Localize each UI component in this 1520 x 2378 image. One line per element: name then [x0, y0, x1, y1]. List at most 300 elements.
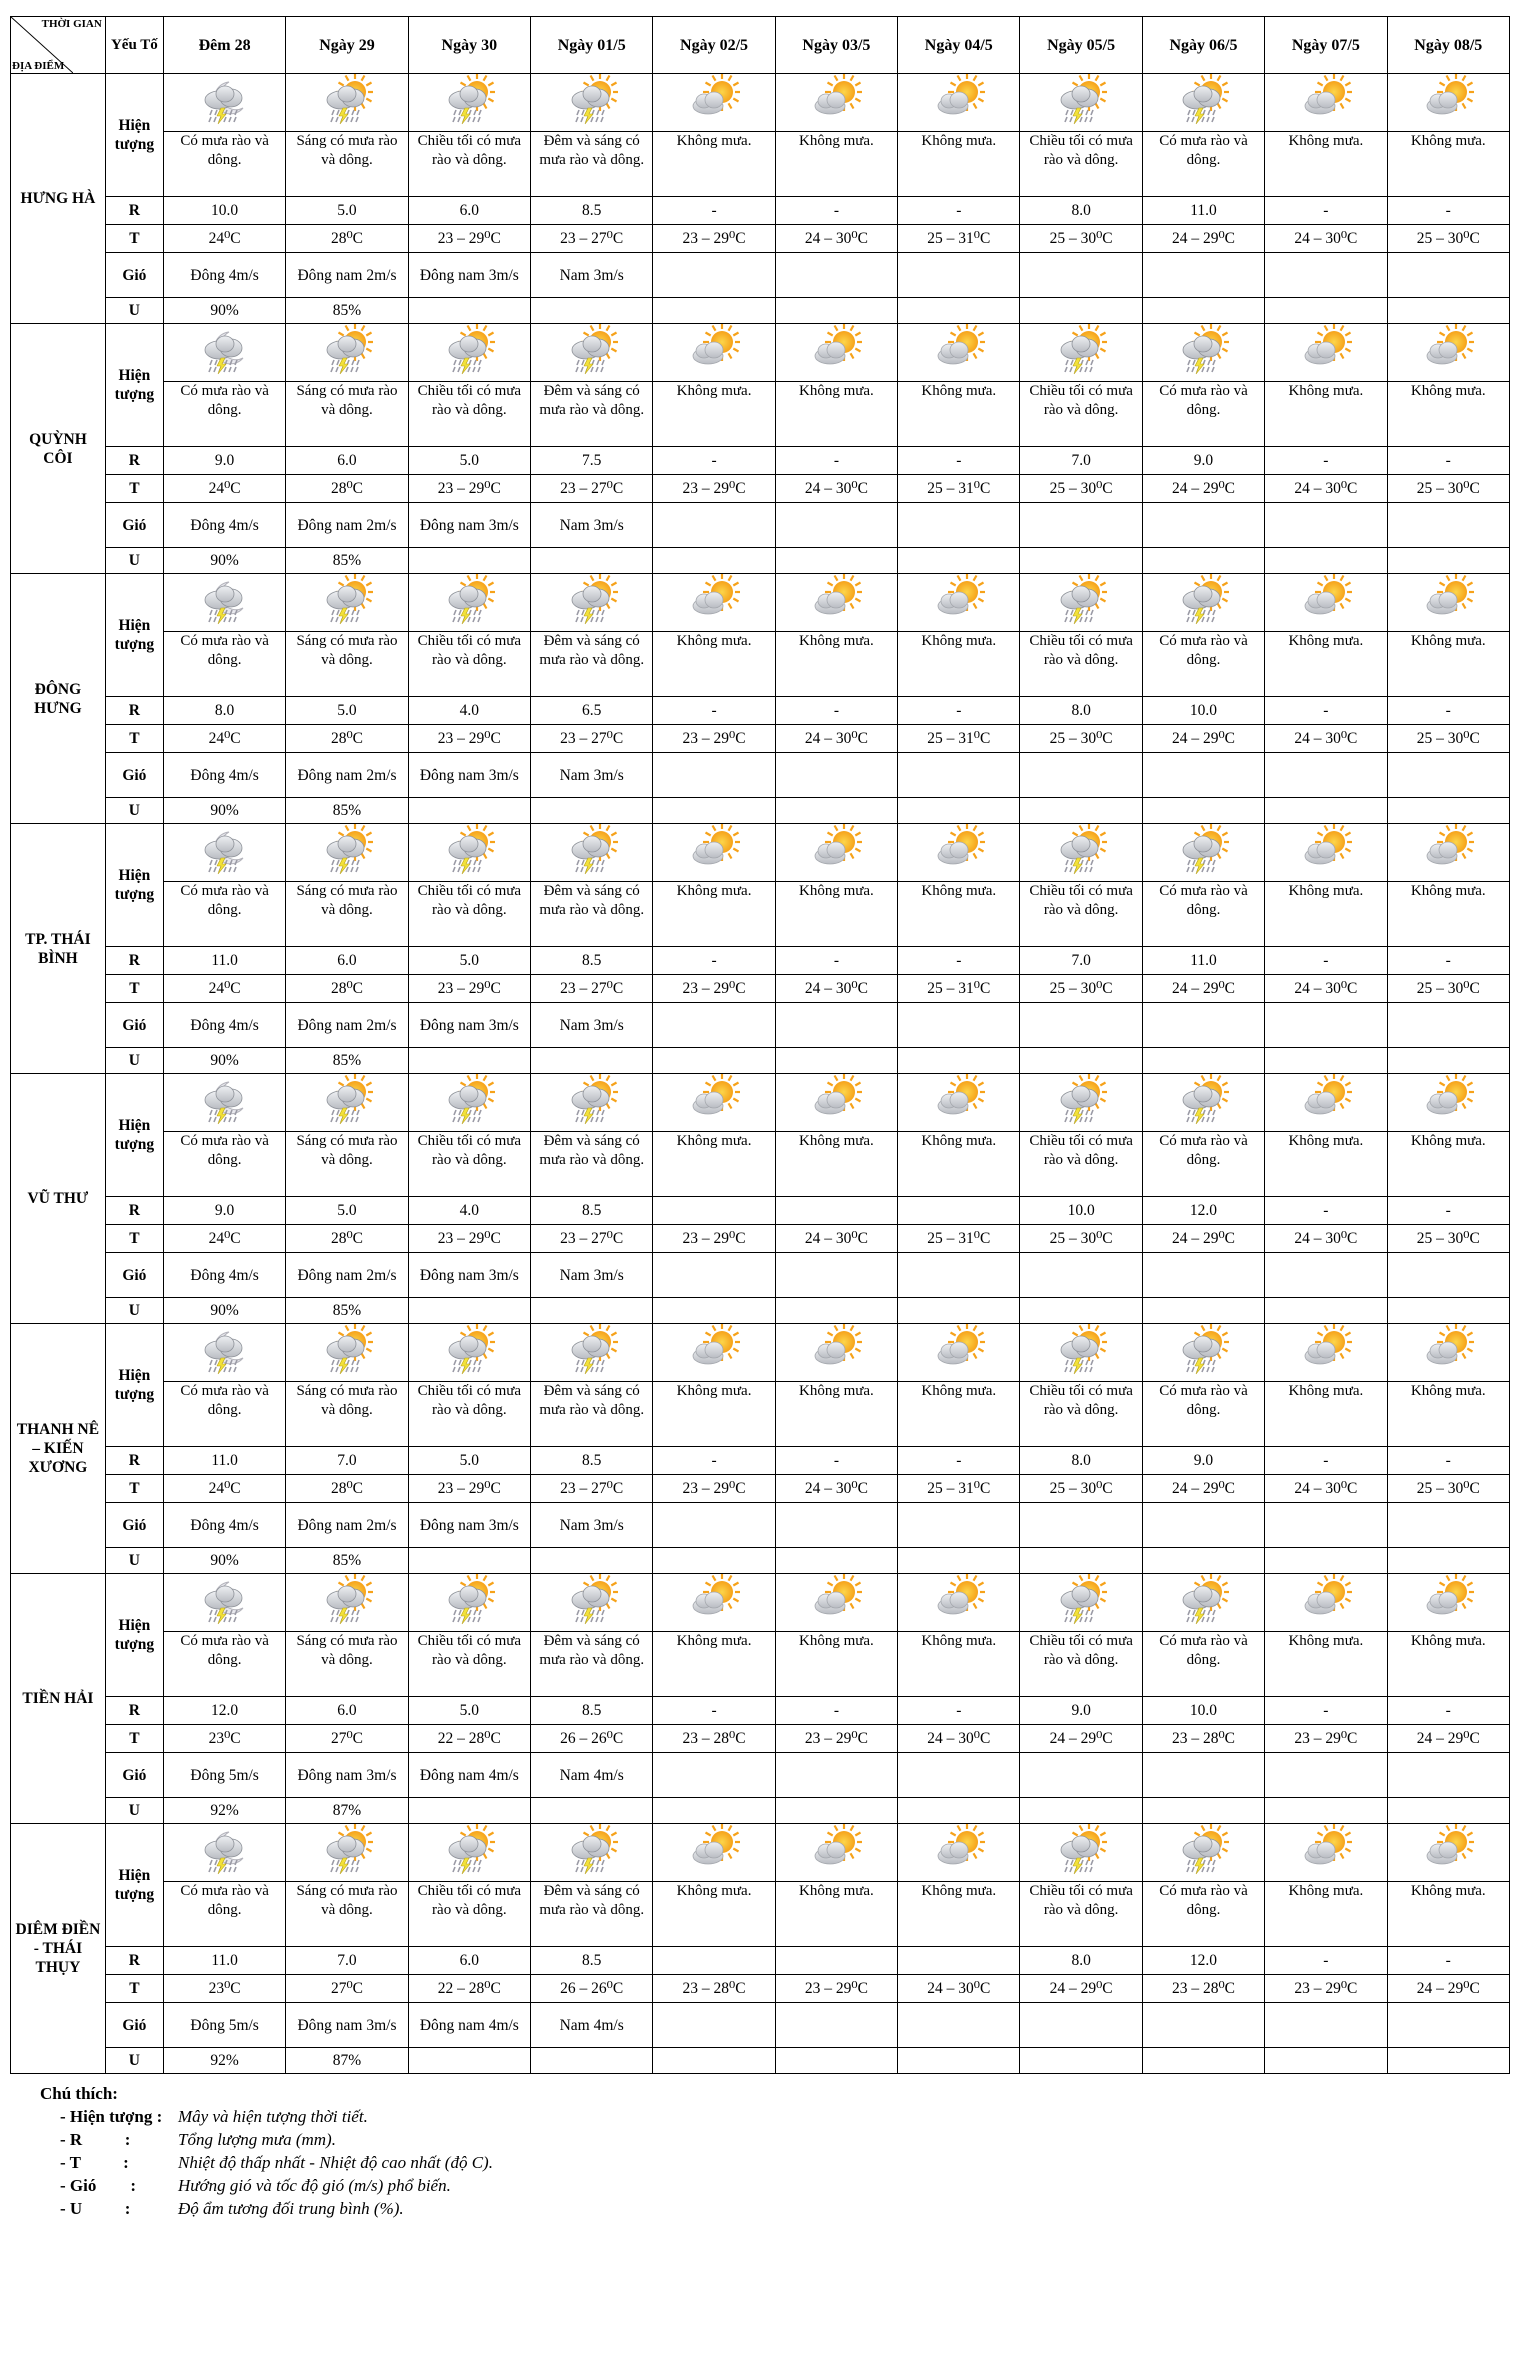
temp-cell: 27⁰C — [286, 1975, 408, 2003]
weather-icon-cell — [898, 824, 1020, 882]
location-4-row-desc — [11, 1132, 1510, 1197]
weather-icon-cell — [1142, 74, 1264, 132]
humidity-cell — [1142, 798, 1264, 824]
desc-cell: Chiều tối có mưa rào và dông. — [1020, 1132, 1142, 1197]
wind-cell — [1142, 753, 1264, 798]
temp-cell: 24 – 30⁰C — [775, 475, 897, 503]
weather-icon-cell — [1142, 1324, 1264, 1382]
humidity-cell: 87% — [286, 2048, 408, 2074]
rain-cell — [653, 1197, 775, 1225]
temp-cell: 24 – 29⁰C — [1142, 1225, 1264, 1253]
location-2-row-icon — [11, 574, 1510, 632]
row-label-icon: Hiện tượng — [105, 574, 163, 697]
sun-cloud-icon — [1422, 1824, 1474, 1876]
wind-cell: Đông 4m/s — [163, 753, 285, 798]
temp-cell: 24⁰C — [163, 225, 285, 253]
rain-cell — [775, 1947, 897, 1975]
rain-cell: 12.0 — [1142, 1947, 1264, 1975]
location-0-row-icon — [11, 74, 1510, 132]
temp-cell: 28⁰C — [286, 975, 408, 1003]
weather-icon-cell — [1020, 1824, 1142, 1882]
desc-cell: Có mưa rào và dông. — [163, 1882, 285, 1947]
wind-cell — [1387, 1753, 1509, 1798]
location-4-row-temp — [11, 1225, 1510, 1253]
temp-cell: 23 – 27⁰C — [531, 1475, 653, 1503]
location-3-row-desc — [11, 882, 1510, 947]
wind-cell: Nam 3m/s — [531, 1503, 653, 1548]
desc-cell: Không mưa. — [775, 1882, 897, 1947]
desc-cell: Có mưa rào và dông. — [1142, 1132, 1264, 1197]
weather-icon-cell — [653, 1074, 775, 1132]
location-name: TIỀN HẢI — [11, 1574, 106, 1824]
weather-icon-cell — [1387, 1574, 1509, 1632]
temp-cell: 24 – 30⁰C — [1265, 1225, 1387, 1253]
humidity-cell: 85% — [286, 1048, 408, 1074]
rain-cell: 11.0 — [163, 1447, 285, 1475]
location-name: TP. THÁI BÌNH — [11, 824, 106, 1074]
weather-icon-cell — [286, 1324, 408, 1382]
wind-cell — [1142, 1003, 1264, 1048]
humidity-cell — [1387, 1798, 1509, 1824]
humidity-cell — [775, 2048, 897, 2074]
weather-icon-cell — [775, 324, 897, 382]
humidity-cell — [775, 1298, 897, 1324]
wind-cell — [1142, 2003, 1264, 2048]
weather-icon-cell — [1265, 74, 1387, 132]
weather-icon-cell — [1387, 824, 1509, 882]
humidity-cell — [531, 2048, 653, 2074]
wind-cell — [898, 2003, 1020, 2048]
row-label-rain: R — [105, 1447, 163, 1475]
wind-cell: Đông nam 3m/s — [408, 503, 530, 548]
humidity-cell — [653, 1048, 775, 1074]
rain-cell: 8.5 — [531, 1447, 653, 1475]
temp-cell: 24 – 30⁰C — [1265, 725, 1387, 753]
forecast-document — [10, 16, 1510, 2220]
legend-item — [50, 2105, 1510, 2128]
desc-cell: Không mưa. — [775, 1382, 897, 1447]
desc-cell: Chiều tối có mưa rào và dông. — [1020, 132, 1142, 197]
wind-cell: Đông nam 3m/s — [286, 2003, 408, 2048]
desc-cell: Có mưa rào và dông. — [163, 1632, 285, 1697]
rain-cell: 7.0 — [286, 1447, 408, 1475]
sun-cloud-storm-icon — [321, 824, 373, 876]
humidity-cell: 90% — [163, 548, 285, 574]
sun-cloud-icon — [688, 574, 740, 626]
wind-cell: Đông nam 2m/s — [286, 753, 408, 798]
row-label-temp: T — [105, 1975, 163, 2003]
wind-cell — [1265, 1503, 1387, 1548]
location-3-row-temp — [11, 975, 1510, 1003]
wind-cell: Đông 4m/s — [163, 253, 285, 298]
desc-cell: Chiều tối có mưa rào và dông. — [1020, 882, 1142, 947]
temp-cell: 24 – 30⁰C — [898, 1725, 1020, 1753]
humidity-cell — [531, 1298, 653, 1324]
temp-cell: 24 – 30⁰C — [1265, 475, 1387, 503]
rain-cell: - — [1387, 1697, 1509, 1725]
temp-cell: 23 – 28⁰C — [653, 1725, 775, 1753]
temp-cell: 25 – 30⁰C — [1387, 725, 1509, 753]
location-2-row-humidity — [11, 798, 1510, 824]
legend-item — [50, 2197, 1510, 2220]
temp-cell: 23 – 27⁰C — [531, 975, 653, 1003]
humidity-cell — [1142, 1798, 1264, 1824]
desc-cell: Có mưa rào và dông. — [163, 632, 285, 697]
rain-cell: - — [1265, 1697, 1387, 1725]
weather-icon-cell — [163, 1324, 285, 1382]
sun-cloud-icon — [810, 324, 862, 376]
sun-cloud-icon — [688, 1074, 740, 1126]
weather-icon-cell — [1142, 574, 1264, 632]
desc-cell: Không mưa. — [1265, 1382, 1387, 1447]
sun-cloud-icon — [810, 1824, 862, 1876]
wind-cell: Đông nam 3m/s — [408, 1503, 530, 1548]
desc-cell: Sáng có mưa rào và dông. — [286, 882, 408, 947]
desc-cell: Không mưa. — [898, 132, 1020, 197]
humidity-cell — [1020, 298, 1142, 324]
temp-cell: 23 – 29⁰C — [653, 1475, 775, 1503]
temp-cell: 23⁰C — [163, 1975, 285, 2003]
rain-cell: 8.5 — [531, 1697, 653, 1725]
weather-icon-cell — [1265, 1074, 1387, 1132]
legend-key: - T : — [60, 2153, 129, 2172]
wind-cell: Đông 5m/s — [163, 2003, 285, 2048]
desc-cell: Không mưa. — [653, 1632, 775, 1697]
desc-cell: Không mưa. — [775, 382, 897, 447]
sun-cloud-storm-icon — [443, 324, 495, 376]
humidity-cell — [1142, 298, 1264, 324]
wind-cell — [1265, 753, 1387, 798]
temp-cell: 23 – 29⁰C — [1265, 1975, 1387, 2003]
weather-icon-cell — [531, 74, 653, 132]
weather-icon-cell — [1387, 1324, 1509, 1382]
desc-cell: Không mưa. — [1387, 1882, 1509, 1947]
wind-cell — [1387, 2003, 1509, 2048]
legend-key: - Gió : — [60, 2176, 137, 2195]
wind-cell: Đông 4m/s — [163, 1503, 285, 1548]
temp-cell: 28⁰C — [286, 475, 408, 503]
weather-icon-cell — [1142, 1074, 1264, 1132]
column-header-6: Ngày 04/5 — [898, 17, 1020, 74]
sun-cloud-icon — [1300, 824, 1352, 876]
weather-icon-cell — [653, 324, 775, 382]
humidity-cell — [1387, 1548, 1509, 1574]
wind-cell — [898, 753, 1020, 798]
legend-item — [50, 2151, 1510, 2174]
humidity-cell — [653, 298, 775, 324]
row-label-humidity: U — [105, 798, 163, 824]
wind-cell — [1142, 1253, 1264, 1298]
wind-cell: Đông nam 4m/s — [408, 1753, 530, 1798]
weather-icon-cell — [1265, 324, 1387, 382]
legend-value: Tổng lượng mưa (mm). — [178, 2130, 336, 2149]
row-label-humidity: U — [105, 1548, 163, 1574]
wind-cell — [775, 503, 897, 548]
humidity-cell — [775, 298, 897, 324]
temp-cell: 25 – 31⁰C — [898, 475, 1020, 503]
sun-cloud-storm-icon — [1055, 1324, 1107, 1376]
desc-cell: Không mưa. — [1387, 1632, 1509, 1697]
legend-item — [50, 2128, 1510, 2151]
desc-cell: Không mưa. — [1387, 1132, 1509, 1197]
humidity-cell — [1142, 1048, 1264, 1074]
wind-cell: Đông nam 4m/s — [408, 2003, 530, 2048]
wind-cell: Đông nam 3m/s — [286, 1753, 408, 1798]
weather-icon-cell — [653, 1324, 775, 1382]
rain-cell: - — [1265, 197, 1387, 225]
weather-icon-cell — [1387, 324, 1509, 382]
rain-cell: - — [898, 1697, 1020, 1725]
sun-cloud-icon — [1422, 574, 1474, 626]
temp-cell: 24⁰C — [163, 475, 285, 503]
weather-icon-cell — [163, 74, 285, 132]
weather-icon-cell — [898, 324, 1020, 382]
wind-cell — [898, 1503, 1020, 1548]
desc-cell: Không mưa. — [653, 132, 775, 197]
wind-cell — [653, 1253, 775, 1298]
wind-cell — [653, 753, 775, 798]
humidity-cell — [531, 1798, 653, 1824]
rain-cell: 7.0 — [286, 1947, 408, 1975]
temp-cell: 23 – 29⁰C — [775, 1725, 897, 1753]
weather-icon-cell — [898, 1574, 1020, 1632]
column-header-8: Ngày 06/5 — [1142, 17, 1264, 74]
rain-cell: - — [653, 697, 775, 725]
sun-cloud-storm-icon — [566, 74, 618, 126]
sun-cloud-icon — [933, 74, 985, 126]
row-label-rain: R — [105, 947, 163, 975]
column-header-9: Ngày 07/5 — [1265, 17, 1387, 74]
sun-cloud-storm-icon — [566, 824, 618, 876]
humidity-cell: 85% — [286, 798, 408, 824]
row-label-wind: Gió — [105, 1503, 163, 1548]
location-3-row-wind — [11, 1003, 1510, 1048]
header-row — [11, 17, 1510, 74]
rain-cell: - — [775, 947, 897, 975]
wind-cell — [775, 1753, 897, 1798]
temp-cell: 28⁰C — [286, 1225, 408, 1253]
rain-cell: 9.0 — [1142, 447, 1264, 475]
location-6-row-wind — [11, 1753, 1510, 1798]
desc-cell: Chiều tối có mưa rào và dông. — [1020, 1882, 1142, 1947]
wind-cell — [1265, 1003, 1387, 1048]
sun-cloud-storm-icon — [321, 1824, 373, 1876]
wind-cell — [775, 1003, 897, 1048]
desc-cell: Không mưa. — [653, 632, 775, 697]
humidity-cell — [898, 1298, 1020, 1324]
temp-cell: 25 – 30⁰C — [1020, 1475, 1142, 1503]
location-2-row-rain — [11, 697, 1510, 725]
sun-cloud-icon — [933, 574, 985, 626]
weather-icon-cell — [286, 1574, 408, 1632]
location-0-row-rain — [11, 197, 1510, 225]
temp-cell: 23 – 29⁰C — [653, 975, 775, 1003]
temp-cell: 26 – 26⁰C — [531, 1725, 653, 1753]
desc-cell: Không mưa. — [1265, 632, 1387, 697]
sun-cloud-icon — [933, 1824, 985, 1876]
wind-cell: Đông nam 3m/s — [408, 753, 530, 798]
weather-icon-cell — [1387, 1074, 1509, 1132]
sun-cloud-storm-icon — [566, 574, 618, 626]
wind-cell: Đông nam 2m/s — [286, 1003, 408, 1048]
location-6-row-temp — [11, 1725, 1510, 1753]
humidity-cell — [1020, 798, 1142, 824]
wind-cell — [1387, 1253, 1509, 1298]
humidity-cell — [531, 1048, 653, 1074]
weather-icon-cell — [408, 574, 530, 632]
weather-icon-cell — [1142, 824, 1264, 882]
temp-cell: 23 – 29⁰C — [775, 1975, 897, 2003]
row-label-icon: Hiện tượng — [105, 74, 163, 197]
location-7-row-humidity — [11, 2048, 1510, 2074]
desc-cell: Chiều tối có mưa rào và dông. — [408, 882, 530, 947]
temp-cell: 23 – 29⁰C — [408, 475, 530, 503]
legend-key: - Hiện tượng : — [60, 2107, 163, 2126]
column-header-7: Ngày 05/5 — [1020, 17, 1142, 74]
sun-cloud-icon — [810, 74, 862, 126]
humidity-cell — [408, 298, 530, 324]
sun-cloud-icon — [688, 1574, 740, 1626]
sun-cloud-icon — [810, 574, 862, 626]
desc-cell: Chiều tối có mưa rào và dông. — [408, 1132, 530, 1197]
humidity-cell — [775, 798, 897, 824]
wind-cell — [653, 1503, 775, 1548]
desc-cell: Không mưa. — [1387, 132, 1509, 197]
column-header-4: Ngày 02/5 — [653, 17, 775, 74]
temp-cell: 24 – 30⁰C — [1265, 1475, 1387, 1503]
sun-cloud-storm-icon — [443, 1324, 495, 1376]
humidity-cell — [653, 1798, 775, 1824]
sun-cloud-storm-icon — [1177, 1324, 1229, 1376]
humidity-cell — [898, 1548, 1020, 1574]
weather-icon-cell — [408, 1074, 530, 1132]
temp-cell: 24 – 30⁰C — [898, 1975, 1020, 2003]
wind-cell — [1020, 1003, 1142, 1048]
location-5-row-temp — [11, 1475, 1510, 1503]
rain-cell — [653, 1947, 775, 1975]
desc-cell: Không mưa. — [653, 382, 775, 447]
sun-cloud-storm-icon — [1177, 1574, 1229, 1626]
weather-icon-cell — [775, 1574, 897, 1632]
temp-cell: 23 – 28⁰C — [1142, 1725, 1264, 1753]
humidity-cell — [775, 1048, 897, 1074]
weather-icon-cell — [1020, 1574, 1142, 1632]
sun-cloud-storm-icon — [1055, 74, 1107, 126]
wind-cell — [775, 1253, 897, 1298]
weather-icon-cell — [531, 1074, 653, 1132]
legend-item — [50, 2174, 1510, 2197]
row-label-humidity: U — [105, 1048, 163, 1074]
desc-cell: Đêm và sáng có mưa rào và dông. — [531, 1382, 653, 1447]
legend-value: Mây và hiện tượng thời tiết. — [178, 2107, 368, 2126]
row-label-temp: T — [105, 1475, 163, 1503]
weather-icon-cell — [286, 824, 408, 882]
rain-cell: - — [653, 1697, 775, 1725]
temp-cell: 25 – 31⁰C — [898, 225, 1020, 253]
sun-cloud-storm-icon — [321, 324, 373, 376]
rain-cell: - — [653, 1447, 775, 1475]
sun-cloud-storm-icon — [443, 574, 495, 626]
weather-icon-cell — [408, 1824, 530, 1882]
rain-cell: 11.0 — [163, 1947, 285, 1975]
temp-cell: 23 – 27⁰C — [531, 475, 653, 503]
weather-icon-cell — [286, 324, 408, 382]
temp-cell: 23 – 29⁰C — [653, 1225, 775, 1253]
temp-cell: 24 – 29⁰C — [1142, 725, 1264, 753]
row-label-wind: Gió — [105, 1003, 163, 1048]
desc-cell: Không mưa. — [898, 882, 1020, 947]
wind-cell: Đông nam 3m/s — [408, 253, 530, 298]
humidity-cell — [1020, 2048, 1142, 2074]
temp-cell: 24 – 29⁰C — [1142, 1475, 1264, 1503]
corner-cell — [11, 17, 106, 74]
temp-cell: 23 – 29⁰C — [408, 725, 530, 753]
rain-cell: 10.0 — [1142, 1697, 1264, 1725]
rain-cell: - — [1387, 1197, 1509, 1225]
location-name: QUỲNH CÔI — [11, 324, 106, 574]
rain-cell: 11.0 — [163, 947, 285, 975]
temp-cell: 23 – 27⁰C — [531, 225, 653, 253]
row-label-rain: R — [105, 1197, 163, 1225]
rain-cell: - — [1265, 1447, 1387, 1475]
weather-icon-cell — [898, 1324, 1020, 1382]
sun-cloud-storm-icon — [321, 1574, 373, 1626]
rain-cell: 5.0 — [408, 947, 530, 975]
column-header-0: Đêm 28 — [163, 17, 285, 74]
temp-cell: 24 – 29⁰C — [1142, 225, 1264, 253]
weather-icon-cell — [163, 1074, 285, 1132]
humidity-cell: 85% — [286, 1298, 408, 1324]
desc-cell: Không mưa. — [775, 1632, 897, 1697]
location-4-row-icon — [11, 1074, 1510, 1132]
desc-cell: Không mưa. — [898, 1382, 1020, 1447]
humidity-cell — [775, 548, 897, 574]
column-header-5: Ngày 03/5 — [775, 17, 897, 74]
desc-cell: Có mưa rào và dông. — [1142, 882, 1264, 947]
rain-cell: 10.0 — [163, 197, 285, 225]
humidity-cell — [898, 1798, 1020, 1824]
wind-cell — [1387, 1503, 1509, 1548]
location-1-row-desc — [11, 382, 1510, 447]
temp-cell: 24⁰C — [163, 975, 285, 1003]
rain-cell: 5.0 — [408, 447, 530, 475]
row-label-icon: Hiện tượng — [105, 1574, 163, 1697]
temp-cell: 24 – 30⁰C — [775, 725, 897, 753]
temp-cell: 25 – 30⁰C — [1020, 225, 1142, 253]
sun-cloud-icon — [688, 1824, 740, 1876]
sun-cloud-storm-icon — [566, 1074, 618, 1126]
weather-icon-cell — [163, 324, 285, 382]
humidity-cell — [531, 798, 653, 824]
weather-icon-cell — [408, 324, 530, 382]
row-label-wind: Gió — [105, 253, 163, 298]
desc-cell: Không mưa. — [898, 1882, 1020, 1947]
night-cloud-storm-icon — [199, 74, 251, 126]
weather-icon-cell — [531, 824, 653, 882]
rain-cell: - — [1387, 947, 1509, 975]
temp-cell: 23 – 29⁰C — [408, 1225, 530, 1253]
wind-cell: Đông nam 3m/s — [408, 1253, 530, 1298]
wind-cell: Đông 5m/s — [163, 1753, 285, 1798]
humidity-cell — [1265, 1048, 1387, 1074]
location-1-row-temp — [11, 475, 1510, 503]
rain-cell: 9.0 — [1020, 1697, 1142, 1725]
weather-icon-cell — [163, 574, 285, 632]
wind-cell — [1020, 753, 1142, 798]
humidity-cell — [1265, 798, 1387, 824]
wind-cell: Đông nam 2m/s — [286, 1503, 408, 1548]
temp-cell: 25 – 30⁰C — [1387, 225, 1509, 253]
